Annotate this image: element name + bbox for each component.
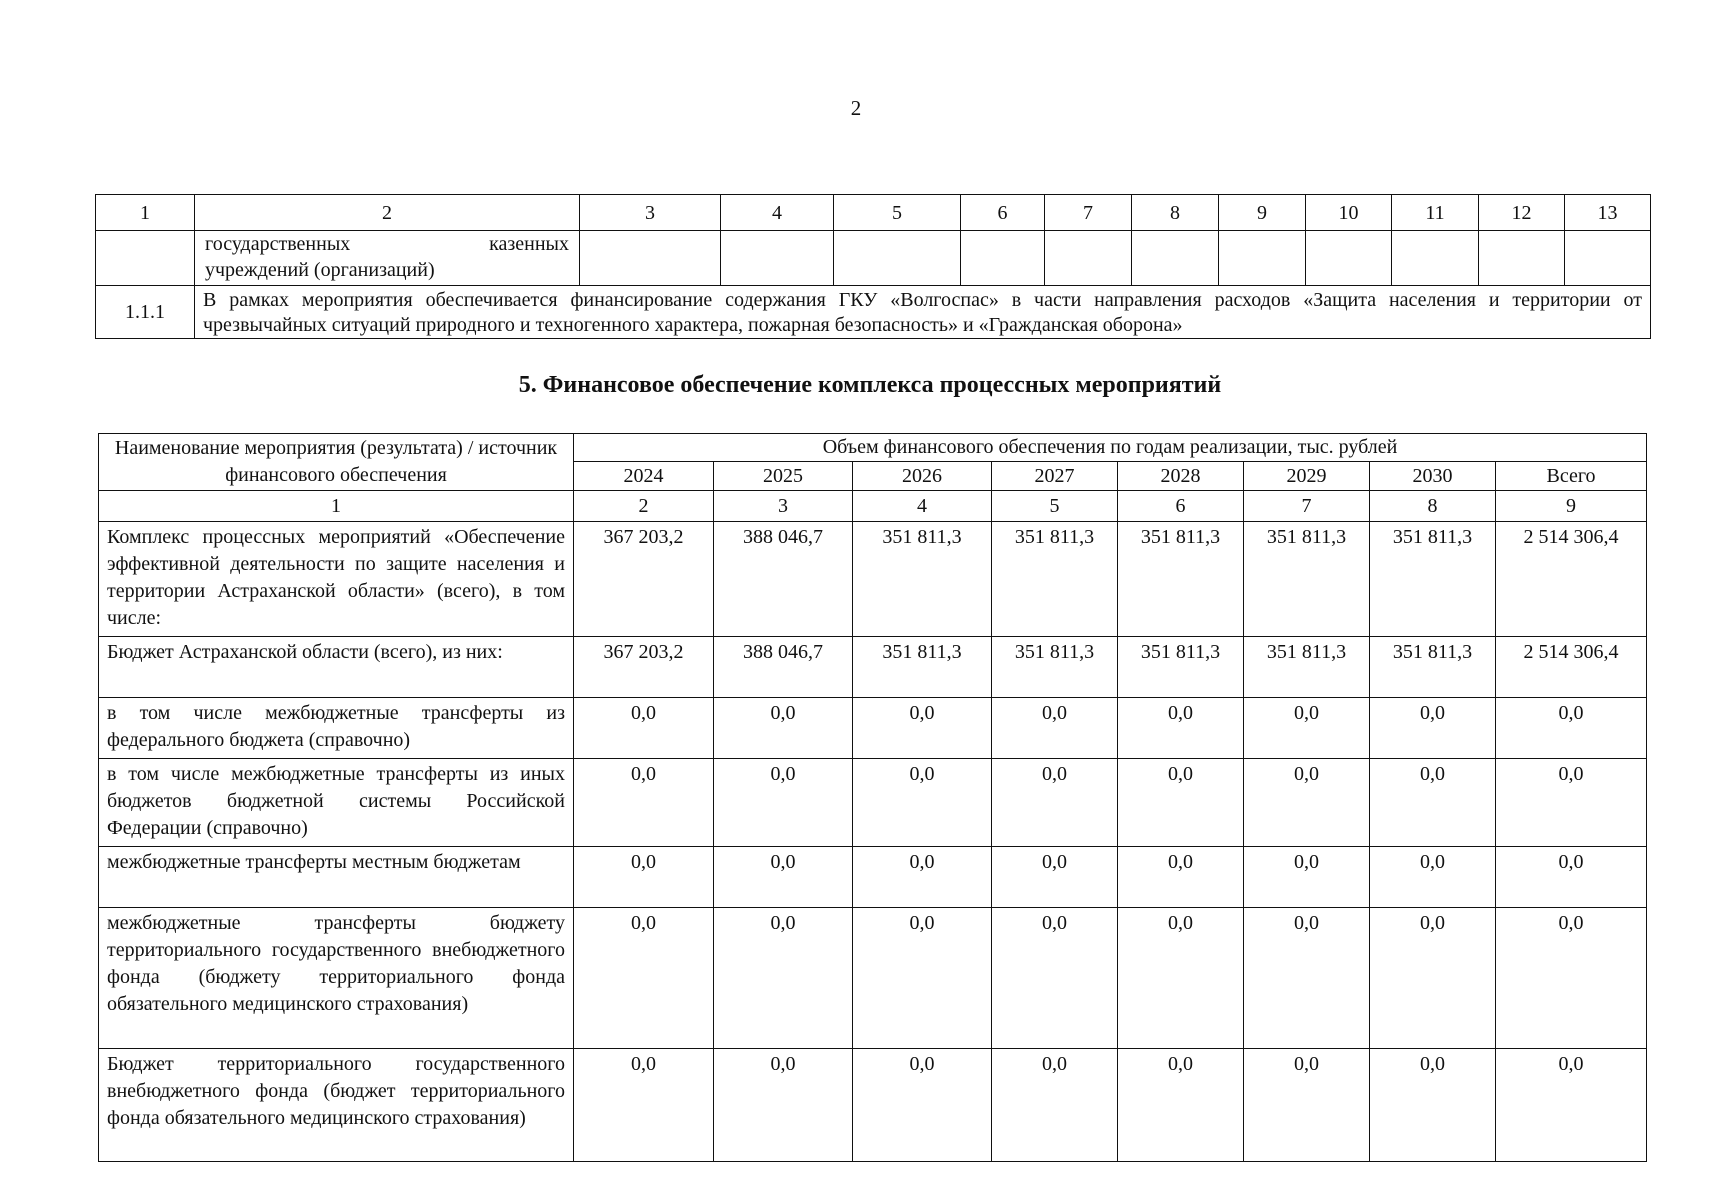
- section-title: 5. Финансовое обеспечение комплекса процессных мероприятий: [518, 372, 1222, 398]
- financing-table: [98, 433, 1647, 1162]
- column-number: 4: [721, 195, 834, 231]
- year-value: 0,0: [992, 847, 1118, 908]
- column-number: 9: [1219, 195, 1306, 231]
- year-value: 0,0: [1244, 1049, 1370, 1162]
- year-header: 2024: [574, 462, 714, 491]
- column-number: 7: [1244, 491, 1370, 522]
- row-name: Бюджет территориального государственного внебюджетного фонда (бюджет территориального фонда обязательного медицинского страхования): [99, 1049, 574, 1162]
- year-value: 0,0: [1370, 847, 1496, 908]
- row-name: в том числе межбюджетные трансферты из иных бюджетов бюджетной системы Российской Федерации (справочно): [99, 759, 574, 847]
- year-header: 2028: [1118, 462, 1244, 491]
- total-value: 0,0: [1496, 759, 1647, 847]
- year-value: 0,0: [714, 759, 853, 847]
- year-value: 0,0: [853, 698, 992, 759]
- year-value: 0,0: [574, 1049, 714, 1162]
- column-number: 8: [1370, 491, 1496, 522]
- year-value: 0,0: [574, 759, 714, 847]
- year-value: 388 046,7: [714, 522, 853, 637]
- year-value: 0,0: [992, 908, 1118, 1049]
- year-value: 351 811,3: [992, 637, 1118, 698]
- header-volume-cell: Объем финансового обеспечения по годам реализации, тыс. рублей: [574, 434, 1647, 462]
- page-number: 2: [850, 96, 862, 120]
- column-number: 8: [1132, 195, 1219, 231]
- row-name: межбюджетные трансферты бюджету территориального государственного внебюджетного фонда (бюджету территориального фонда обязательного медицинского страхования): [99, 908, 574, 1049]
- total-value: 2 514 306,4: [1496, 522, 1647, 637]
- continuation-row: [96, 231, 1651, 286]
- column-number: 1: [99, 491, 574, 522]
- total-value: 2 514 306,4: [1496, 637, 1647, 698]
- column-number-row: [96, 195, 1651, 231]
- year-value: 0,0: [1118, 1049, 1244, 1162]
- year-value: 0,0: [992, 1049, 1118, 1162]
- year-value: 0,0: [1370, 759, 1496, 847]
- column-number: 12: [1479, 195, 1565, 231]
- financing-row: [99, 759, 1647, 847]
- year-value: 351 811,3: [1118, 637, 1244, 698]
- year-value: 0,0: [853, 847, 992, 908]
- row-name: в том числе межбюджетные трансферты из федерального бюджета (справочно): [99, 698, 574, 759]
- year-value: 351 811,3: [1370, 522, 1496, 637]
- row-name: межбюджетные трансферты местным бюджетам: [99, 847, 574, 908]
- year-value: 0,0: [853, 1049, 992, 1162]
- row-name: Комплекс процессных мероприятий «Обеспечение эффективной деятельности по защите населения и территории Астраханской области» (всего), в том числе:: [99, 522, 574, 637]
- column-number-row: [99, 491, 1647, 522]
- year-value: 351 811,3: [1244, 637, 1370, 698]
- empty-cell: [721, 231, 834, 286]
- column-number: 10: [1306, 195, 1392, 231]
- column-number: 3: [580, 195, 721, 231]
- events-table-continuation: [95, 194, 1651, 339]
- year-value: 0,0: [992, 759, 1118, 847]
- year-value: 0,0: [1244, 847, 1370, 908]
- year-value: 0,0: [992, 698, 1118, 759]
- column-number: 5: [992, 491, 1118, 522]
- year-value: 0,0: [1370, 1049, 1496, 1162]
- column-number: 2: [195, 195, 580, 231]
- financing-row: [99, 698, 1647, 759]
- total-value: 0,0: [1496, 908, 1647, 1049]
- year-value: 0,0: [1244, 759, 1370, 847]
- year-header: 2025: [714, 462, 853, 491]
- header-name-cell: Наименование мероприятия (результата) / источник финансового обеспечения: [99, 434, 574, 491]
- year-value: 0,0: [1370, 698, 1496, 759]
- year-value: 0,0: [1118, 698, 1244, 759]
- year-value: 0,0: [853, 759, 992, 847]
- year-value: 0,0: [1244, 698, 1370, 759]
- year-value: 367 203,2: [574, 637, 714, 698]
- financing-row: [99, 1049, 1647, 1162]
- year-header: 2029: [1244, 462, 1370, 491]
- year-value: 351 811,3: [1244, 522, 1370, 637]
- empty-cell: [1045, 231, 1132, 286]
- empty-cell: [1306, 231, 1392, 286]
- financing-row: [99, 522, 1647, 637]
- year-value: 0,0: [1118, 908, 1244, 1049]
- empty-cell: [834, 231, 961, 286]
- column-number: 4: [853, 491, 992, 522]
- year-value: 0,0: [574, 847, 714, 908]
- column-number: 2: [574, 491, 714, 522]
- empty-cell: [1565, 231, 1651, 286]
- year-value: 0,0: [714, 908, 853, 1049]
- empty-cell: [1392, 231, 1479, 286]
- year-value: 351 811,3: [853, 637, 992, 698]
- year-value: 351 811,3: [853, 522, 992, 637]
- year-value: 367 203,2: [574, 522, 714, 637]
- year-value: 0,0: [1118, 759, 1244, 847]
- column-number: 6: [961, 195, 1045, 231]
- row-description: В рамках мероприятия обеспечивается финансирование содержания ГКУ «Волгоспас» в части направления расходов «Защита населения и территории от чрезвычайных ситуаций природного и техногенного характера, пожарная безопасность» и «Гражданская оборона»: [195, 286, 1651, 339]
- year-value: 0,0: [1244, 908, 1370, 1049]
- empty-cell: [961, 231, 1045, 286]
- row-name: Бюджет Астраханской области (всего), из них:: [99, 637, 574, 698]
- financing-row: [99, 908, 1647, 1049]
- column-number: 9: [1496, 491, 1647, 522]
- year-value: 0,0: [574, 908, 714, 1049]
- financing-row: [99, 847, 1647, 908]
- column-number: 7: [1045, 195, 1132, 231]
- empty-cell: [96, 231, 195, 286]
- year-value: 351 811,3: [992, 522, 1118, 637]
- year-value: 0,0: [714, 847, 853, 908]
- column-number: 1: [96, 195, 195, 231]
- year-value: 388 046,7: [714, 637, 853, 698]
- column-number: 3: [714, 491, 853, 522]
- total-header: Всего: [1496, 462, 1647, 491]
- total-value: 0,0: [1496, 698, 1647, 759]
- row-number: 1.1.1: [96, 286, 195, 339]
- total-value: 0,0: [1496, 847, 1647, 908]
- year-value: 0,0: [1370, 908, 1496, 1049]
- year-value: 0,0: [853, 908, 992, 1049]
- year-value: 0,0: [714, 1049, 853, 1162]
- column-number: 13: [1565, 195, 1651, 231]
- column-number: 11: [1392, 195, 1479, 231]
- year-value: 0,0: [574, 698, 714, 759]
- column-number: 6: [1118, 491, 1244, 522]
- year-value: 0,0: [1118, 847, 1244, 908]
- continuation-label: [195, 231, 580, 286]
- column-number: 5: [834, 195, 961, 231]
- financing-table-body: [99, 522, 1647, 1162]
- continuation-line-1: государственных казенных: [205, 233, 569, 255]
- year-header: 2027: [992, 462, 1118, 491]
- year-value: 351 811,3: [1370, 637, 1496, 698]
- total-value: 0,0: [1496, 1049, 1647, 1162]
- empty-cell: [580, 231, 721, 286]
- empty-cell: [1132, 231, 1219, 286]
- empty-cell: [1219, 231, 1306, 286]
- row-1-1-1: [96, 286, 1651, 339]
- continuation-line-2: учреждений (организаций): [205, 259, 435, 281]
- year-value: 0,0: [714, 698, 853, 759]
- financing-row: [99, 637, 1647, 698]
- header-row-1: [99, 434, 1647, 462]
- year-header: 2030: [1370, 462, 1496, 491]
- empty-cell: [1479, 231, 1565, 286]
- year-value: 351 811,3: [1118, 522, 1244, 637]
- year-header: 2026: [853, 462, 992, 491]
